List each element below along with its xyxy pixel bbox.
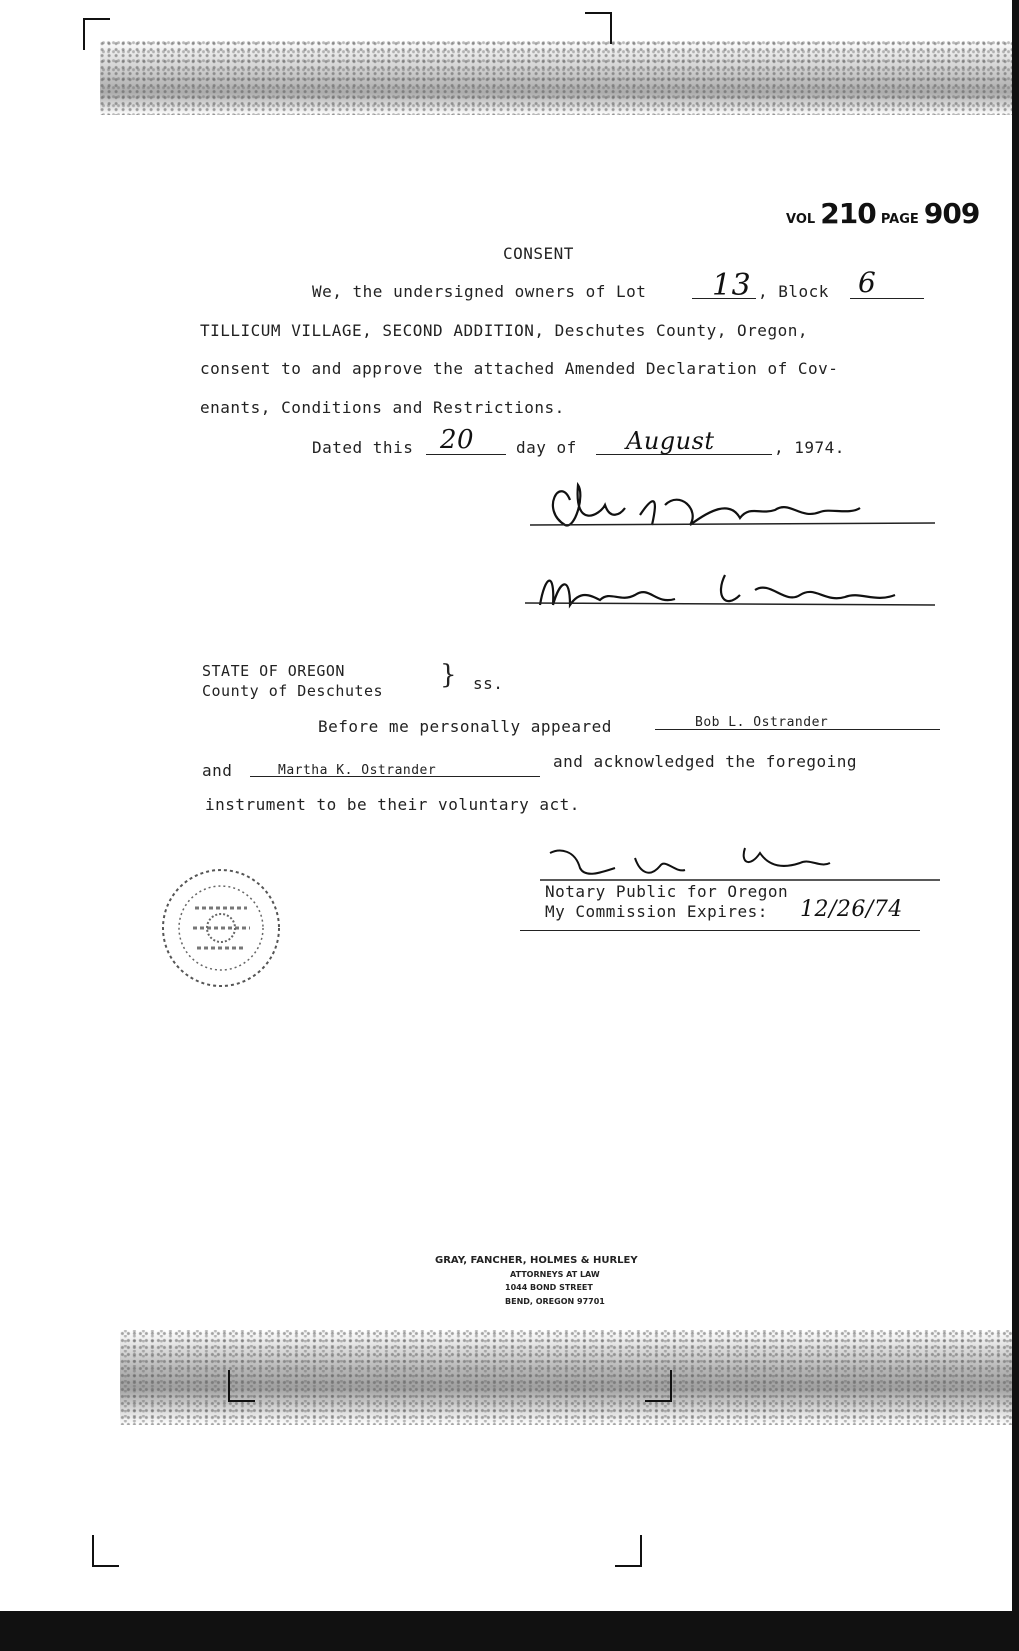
crop-mark-mid-right <box>645 1370 672 1402</box>
signature-bob-ostrander <box>530 470 940 550</box>
consent-title: CONSENT <box>503 244 574 263</box>
scan-edge-right <box>1012 0 1019 1651</box>
crop-mark-bottom-right <box>615 1535 642 1567</box>
notary-title: Notary Public for Oregon <box>545 882 789 901</box>
commission-date: 12/26/74 <box>800 897 903 922</box>
page-label: PAGE <box>880 212 919 227</box>
lot-blank-line <box>692 298 756 299</box>
instrument-text: instrument to be their voluntary act. <box>205 795 580 814</box>
commission-label: My Commission Expires: <box>545 902 768 921</box>
firm-city: BEND, OREGON 97701 <box>505 1297 605 1306</box>
lot-number: 13 <box>712 268 752 303</box>
notary-seal <box>155 858 290 1008</box>
dated-prefix: Dated this <box>312 438 414 457</box>
venue-county: County of Deschutes <box>202 682 384 700</box>
consent-line3: consent to and approve the attached Amended Declaration of Cov- <box>200 359 839 378</box>
and-label: and <box>202 761 233 780</box>
signature-martha-ostrander <box>525 555 940 625</box>
appeared-name1-line <box>655 729 940 730</box>
dated-year: , 1974. <box>774 438 845 457</box>
venue-ss: ss. <box>473 674 504 693</box>
block-number: 6 <box>858 266 877 299</box>
appeared-name1: Bob L. Ostrander <box>695 715 829 730</box>
signature-notary <box>540 838 940 888</box>
scan-noise-top <box>100 40 1019 115</box>
consent-line2: TILLICUM VILLAGE, SECOND ADDITION, Deschutes County, Oregon, <box>200 321 808 340</box>
commission-line <box>520 930 920 931</box>
appeared-name2: Martha K. Ostrander <box>278 763 437 778</box>
dated-month: August <box>626 427 715 455</box>
crop-mark-top-left <box>83 18 110 50</box>
vol-label: VOL <box>786 212 816 227</box>
venue-brace: } <box>440 660 458 690</box>
before-me-text: Before me personally appeared <box>318 717 612 736</box>
month-blank-line <box>596 454 772 455</box>
block-blank-line <box>850 298 924 299</box>
dated-day: 20 <box>440 425 475 455</box>
firm-name: GRAY, FANCHER, HOLMES & HURLEY <box>435 1255 638 1266</box>
appeared-name2-line <box>250 776 540 777</box>
block-label: , Block <box>758 282 829 301</box>
day-of-label: day of <box>516 438 577 457</box>
crop-mark-top-right <box>585 12 612 44</box>
consent-line4: enants, Conditions and Restrictions. <box>200 398 565 417</box>
consent-line1: We, the undersigned owners of Lot <box>312 282 647 301</box>
scan-edge-bottom <box>0 1611 1019 1651</box>
crop-mark-bottom-left <box>92 1535 119 1567</box>
recording-reference <box>786 197 979 230</box>
acknowledged-text: and acknowledged the foregoing <box>553 752 857 771</box>
page-number: 909 <box>923 197 980 230</box>
vol-number: 210 <box>820 197 876 230</box>
firm-street: 1044 BOND STREET <box>505 1283 593 1292</box>
day-blank-line <box>426 454 506 455</box>
venue-state: STATE OF OREGON <box>202 662 345 680</box>
crop-mark-mid-left <box>228 1370 255 1402</box>
firm-subtitle: ATTORNEYS AT LAW <box>510 1270 600 1279</box>
